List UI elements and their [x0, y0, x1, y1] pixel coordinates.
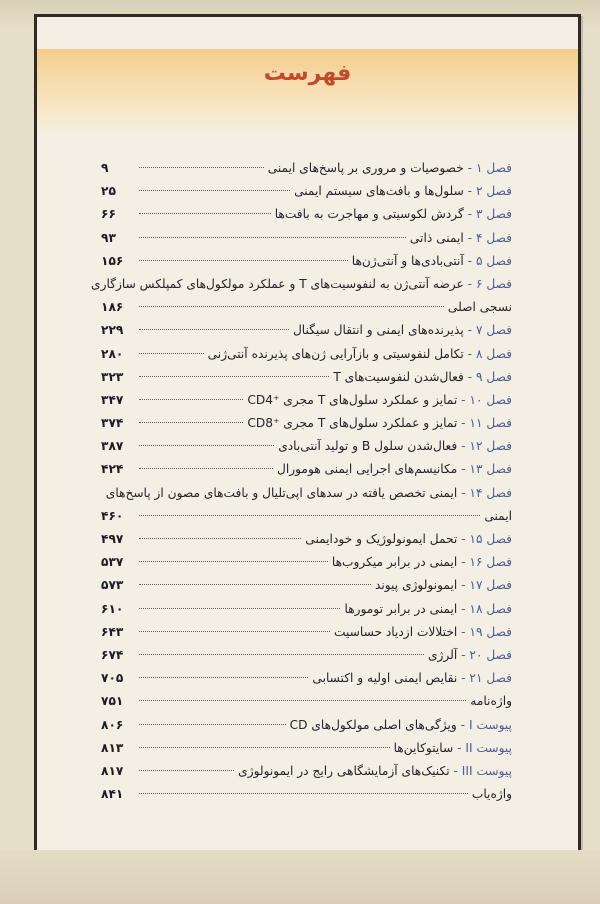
toc-entry[interactable] [101, 574, 512, 597]
page-number: ۹ [101, 161, 109, 175]
dot-leader [139, 608, 340, 609]
toc-entry[interactable] [101, 644, 512, 667]
page-title: فهرست [263, 61, 352, 86]
page-number: ۲۵ [101, 184, 116, 199]
dot-leader [139, 724, 286, 725]
chapter-title: تمایز و عملکرد سلول‌های T مجری ⁺CD8 [247, 416, 458, 431]
table-of-contents [91, 157, 512, 806]
page-number: ۷۰۵ [101, 671, 124, 686]
page-number: ۳۷۴ [101, 416, 124, 431]
page-number: ۳۲۳ [101, 369, 124, 384]
dot-leader [139, 770, 234, 771]
chapter-title: تمایز و عملکرد سلول‌های T مجری ⁺CD4 [247, 392, 458, 407]
toc-entry[interactable] [101, 667, 512, 690]
chapter-label: فصل ۱۱ - [457, 416, 512, 431]
toc-entry[interactable] [101, 621, 512, 644]
toc-entry[interactable] [101, 760, 512, 783]
toc-entry[interactable] [101, 783, 512, 806]
chapter-label: فصل ۲ - [463, 184, 512, 199]
toc-entry[interactable] [101, 737, 512, 760]
toc-entry[interactable] [91, 273, 512, 319]
chapter-title: نقایص ایمنی اولیه و اکتسابی [312, 671, 458, 686]
toc-entry[interactable] [101, 203, 512, 226]
page-number: ۶۷۴ [101, 647, 124, 662]
chapter-label: فصل ۳ - [463, 207, 512, 222]
dot-leader [139, 561, 328, 562]
toc-entry[interactable] [101, 435, 512, 458]
page-number: ۵۳۷ [101, 555, 124, 570]
dot-leader [139, 237, 406, 238]
dot-leader [139, 654, 424, 655]
chapter-title: اختلالات ازدیاد حساسیت [334, 624, 458, 639]
toc-entry[interactable] [101, 157, 512, 180]
dot-leader [139, 538, 301, 539]
chapter-title-continued: نسجی اصلی [447, 300, 512, 315]
appendix-label: پیوست I - [456, 717, 512, 732]
dot-leader [139, 306, 444, 307]
chapter-title: ایمنی تخصص یافته در سدهای اپی‌تلیال و بافت‌های مصون از پاسخ‌های [105, 485, 458, 500]
chapter-label: فصل ۹ - [463, 369, 512, 384]
chapter-label: فصل ۱۲ - [457, 439, 512, 454]
chapter-label: فصل ۸ - [463, 346, 512, 361]
toc-entry[interactable] [101, 366, 512, 389]
chapter-title: واژه‌یاب [471, 787, 512, 802]
page-number: ۱۸۶ [101, 300, 124, 315]
toc-entry[interactable] [101, 528, 512, 551]
page-number: ۲۸۰ [101, 346, 124, 361]
page-number: ۱۵۶ [101, 253, 124, 268]
dot-leader [139, 376, 329, 377]
page-number: ۶۱۰ [101, 601, 124, 616]
chapter-title: ایمنی در برابر میکروب‌ها [331, 555, 458, 570]
toc-entry[interactable] [101, 343, 512, 366]
page-number: ۸۴۱ [101, 787, 124, 802]
toc-entry[interactable] [101, 412, 512, 435]
appendix-label: پیوست III - [449, 763, 512, 778]
dot-leader [139, 190, 290, 191]
chapter-title: آلرژی [428, 647, 458, 662]
dot-leader [139, 329, 289, 330]
chapter-title: سلول‌ها و بافت‌های سیستم ایمنی [294, 184, 464, 199]
chapter-title: آنتی‌بادی‌ها و آنتی‌ژن‌ها [351, 253, 464, 268]
chapter-title: ویژگی‌های اصلی مولکول‌های CD [289, 717, 457, 732]
dot-leader [139, 399, 243, 400]
chapter-title: تحمل ایمونولوژیک و خودایمنی [305, 532, 458, 546]
chapter-label: فصل ۱۴ - [457, 485, 512, 500]
toc-entry[interactable] [101, 180, 512, 203]
chapter-title: پذیرنده‌های ایمنی و انتقال سیگنال [292, 323, 464, 338]
chapter-title: خصوصیات و مروری بر پاسخ‌های ایمنی [267, 161, 464, 175]
dot-leader [139, 677, 308, 678]
dot-leader [139, 213, 271, 214]
chapter-title: ایمونولوژی پیوند [374, 578, 458, 593]
page-number: ۳۸۷ [101, 439, 124, 454]
chapter-title-continued: ایمنی [484, 508, 512, 523]
dot-leader [139, 584, 371, 585]
dot-leader [139, 793, 468, 794]
dot-leader [139, 353, 204, 354]
page-number: ۴۶۰ [101, 508, 124, 523]
chapter-label: فصل ۱۳ - [457, 462, 512, 477]
chapter-label: فصل ۷ - [463, 323, 512, 338]
toc-entry[interactable] [101, 551, 512, 574]
page-number: ۶۴۳ [101, 624, 124, 639]
chapter-label: فصل ۴ - [463, 230, 512, 245]
dot-leader [139, 468, 273, 469]
appendix-label: پیوست II - [453, 740, 512, 755]
page-number: ۸۰۶ [101, 717, 124, 732]
toc-entry[interactable] [101, 598, 512, 621]
toc-entry[interactable] [101, 690, 512, 713]
book-page [34, 14, 581, 856]
chapter-title: ایمنی در برابر تومورها [344, 601, 458, 616]
toc-entry[interactable] [101, 250, 512, 273]
page-number: ۷۵۱ [101, 694, 124, 709]
page-number: ۶۶ [101, 207, 116, 222]
dot-leader [139, 747, 390, 748]
chapter-title: تکنیک‌های آزمایشگاهی رایج در ایمونولوژی [238, 763, 450, 778]
chapter-title: گردش لکوسیتی و مهاجرت به بافت‌ها [274, 207, 464, 222]
dot-leader [139, 631, 330, 632]
chapter-title: عرضه آنتی‌ژن به لنفوسیت‌های T و عملکرد مولکول‌های کمپلکس سازگاری [91, 276, 464, 291]
page-number: ۲۲۹ [101, 323, 124, 338]
chapter-title: سایتوکاین‌ها [393, 740, 454, 755]
dot-leader [139, 700, 466, 701]
toc-entry[interactable] [101, 389, 512, 412]
chapter-title: فعال‌شدن لنفوسیت‌های T [333, 369, 464, 384]
page-number: ۵۷۳ [101, 578, 124, 593]
page-number: ۳۴۷ [101, 392, 124, 407]
toc-entry[interactable] [101, 482, 512, 528]
chapter-label: فصل ۵ - [463, 253, 512, 268]
page-number: ۴۲۴ [101, 462, 124, 477]
chapter-label: فصل ۱ - [463, 161, 512, 175]
chapter-title: واژه‌نامه [470, 694, 512, 709]
toc-entry[interactable] [101, 319, 512, 342]
chapter-label: فصل ۲۰ - [457, 647, 512, 662]
dot-leader [139, 260, 348, 261]
page-number: ۹۳ [101, 230, 116, 245]
background-bottom [0, 850, 600, 904]
dot-leader [139, 515, 480, 516]
toc-entry[interactable] [101, 714, 512, 737]
chapter-label: فصل ۱۸ - [457, 601, 512, 616]
chapter-title: تکامل لنفوسیتی و بازآرایی ژن‌های پذیرنده آنتی‌ژنی [207, 346, 464, 361]
dot-leader [139, 445, 274, 446]
dot-leader [139, 422, 243, 423]
chapter-title: ایمنی ذاتی [409, 230, 464, 245]
chapter-label: فصل ۶ - [463, 276, 512, 291]
chapter-title: مکانیسم‌های اجرایی ایمنی هومورال [277, 462, 458, 477]
chapter-label: فصل ۱۶ - [457, 555, 512, 570]
toc-entry[interactable] [101, 227, 512, 250]
page-number: ۴۹۷ [101, 532, 124, 546]
page-number: ۸۱۳ [101, 740, 124, 755]
dot-leader [139, 167, 264, 168]
chapter-title: فعال‌شدن سلول B و تولید آنتی‌بادی [278, 439, 458, 454]
chapter-label: فصل ۱۵ - [457, 532, 512, 546]
chapter-label: فصل ۱۹ - [457, 624, 512, 639]
chapter-label: فصل ۱۷ - [457, 578, 512, 593]
chapter-label: فصل ۲۱ - [457, 671, 512, 686]
chapter-label: فصل ۱۰ - [457, 392, 512, 407]
page-number: ۸۱۷ [101, 763, 124, 778]
toc-entry[interactable] [101, 458, 512, 481]
